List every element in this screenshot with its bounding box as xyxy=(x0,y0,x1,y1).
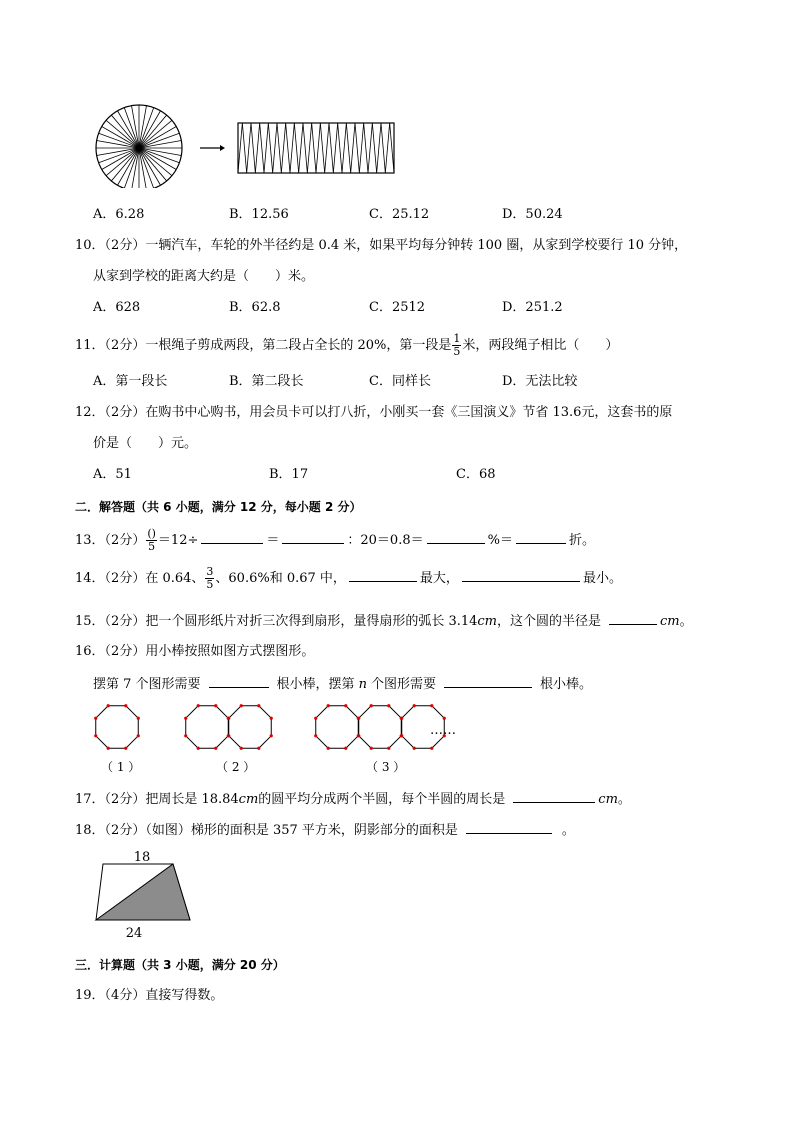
stick-joint-dot xyxy=(327,704,330,707)
stick-joint-dot xyxy=(137,734,140,737)
q10-option-d[interactable]: D．251.2 xyxy=(502,300,563,315)
q16-label-1: （ 1 ） xyxy=(101,760,141,774)
q14-mid: 、60.6%和 0.67 中， xyxy=(215,571,346,586)
q11-stem-before: 11．（2分）一根绳子剪成两段，第二段占全长的 20%，第一段是 xyxy=(75,338,452,353)
q11-frac-num: 1 xyxy=(453,332,461,345)
stick-joint-dot xyxy=(400,717,403,720)
q18-stem xyxy=(75,820,575,840)
stick-joint-dot xyxy=(214,704,217,707)
q13-part5: 折。 xyxy=(568,533,595,548)
q10-option-c[interactable]: C．2512 xyxy=(369,300,426,315)
q9-option-a[interactable]: A．6.28 xyxy=(93,207,145,222)
stick-joint-dot xyxy=(124,747,127,750)
arrow-icon xyxy=(200,145,225,151)
q16-text-c: 个图形需要 xyxy=(370,677,436,692)
stick-joint-dot xyxy=(314,734,317,737)
q12-option-a[interactable]: A．51 xyxy=(93,467,132,482)
stick-joint-dot xyxy=(430,747,433,750)
stick-joint-dot xyxy=(413,747,416,750)
q16-text-d: 根小棒。 xyxy=(539,677,592,692)
q11-option-b[interactable]: B．第二段长 xyxy=(229,374,304,389)
stick-joint-dot xyxy=(357,717,360,720)
q13-frac-den: 5 xyxy=(148,540,156,553)
stick-joint-dot xyxy=(270,717,273,720)
q10-stem-line1: 10．（2分）一辆汽车，车轮的外半径约是 0.4 米，如果平均每分钟转 100 圈，从家到学校要行 10 分钟， xyxy=(75,238,688,253)
stick-joint-dot xyxy=(94,734,97,737)
q16-label-2: （ 2 ） xyxy=(216,760,256,774)
q16-stem-line2 xyxy=(93,674,592,694)
q13-blank-2[interactable] xyxy=(282,530,344,544)
stick-joint-dot xyxy=(184,717,187,720)
stick-joint-dot xyxy=(327,747,330,750)
q12-stem-line2: 价是（ ）元。 xyxy=(93,436,198,451)
q16-n: n xyxy=(358,677,367,692)
stick-joint-dot xyxy=(184,734,187,737)
q18-text: 18．（2分）（如图）梯形的面积是 357 平方米，阴影部分的面积是 xyxy=(75,823,458,838)
q10-option-b[interactable]: B．62.8 xyxy=(229,300,281,315)
octagon-shape xyxy=(359,706,401,748)
q16-octagon-figures xyxy=(90,700,470,758)
stick-joint-dot xyxy=(107,747,110,750)
q17-blank[interactable] xyxy=(513,789,595,803)
q13-frac-num: () xyxy=(147,527,156,540)
circle-sectors-figure xyxy=(96,105,182,188)
q11-option-c[interactable]: C．同样长 xyxy=(369,374,431,389)
q14-stem xyxy=(75,566,622,591)
octagon-shape xyxy=(229,706,271,748)
q12-option-c[interactable]: C．68 xyxy=(456,467,496,482)
stick-joint-dot xyxy=(314,717,317,720)
section-3-heading: 三．计算题（共 3 小题，满分 20 分） xyxy=(75,958,285,972)
stick-joint-dot xyxy=(257,747,260,750)
q15-text-2: ，这个圆的半径是 xyxy=(497,614,602,629)
stick-joint-dot xyxy=(227,734,230,737)
q10-option-a[interactable]: A．628 xyxy=(93,300,141,315)
q11-option-a[interactable]: A．第一段长 xyxy=(93,374,168,389)
q11-stem-after: 米，两段绳子相比（ ） xyxy=(462,338,619,353)
q18-end: 。 xyxy=(561,823,575,838)
q13-prefix: 13．（2分） xyxy=(75,533,146,548)
stick-joint-dot xyxy=(214,747,217,750)
q17-unit-1: cm xyxy=(238,792,259,807)
circle-center xyxy=(136,145,142,151)
stick-joint-dot xyxy=(400,734,403,737)
q9-figure xyxy=(92,104,402,188)
q9-option-c[interactable]: C．25.12 xyxy=(369,207,430,222)
stick-joint-dot xyxy=(413,704,416,707)
q9-option-b[interactable]: B．12.56 xyxy=(229,207,289,222)
q13-part1: ＝12÷ xyxy=(157,533,199,548)
stick-joint-dot xyxy=(430,704,433,707)
stick-joint-dot xyxy=(197,704,200,707)
stick-joint-dot xyxy=(270,734,273,737)
stick-joint-dot xyxy=(257,704,260,707)
q14-blank-2[interactable] xyxy=(462,568,580,582)
q15-blank[interactable] xyxy=(609,611,657,625)
q16-blank-1[interactable] xyxy=(209,674,269,688)
octagon-shape xyxy=(316,706,358,748)
q15-stem xyxy=(75,611,693,631)
octagon-shape xyxy=(96,706,138,748)
stick-joint-dot xyxy=(124,704,127,707)
q17-end: 。 xyxy=(617,792,631,807)
stick-joint-dot xyxy=(387,704,390,707)
stick-joint-dot xyxy=(137,717,140,720)
q11-fraction xyxy=(452,333,461,358)
q11-option-d[interactable]: D．无法比较 xyxy=(502,374,578,389)
q14-blank-1[interactable] xyxy=(349,568,417,582)
q15-unit-2: cm xyxy=(660,614,680,629)
q15-unit-1: cm xyxy=(477,614,498,629)
q11-stem xyxy=(75,333,618,358)
q16-stem-line1: 16．（2分）用小棒按照如图方式摆图形。 xyxy=(75,644,315,659)
stick-joint-dot xyxy=(370,704,373,707)
stick-joint-dot xyxy=(370,747,373,750)
q10-stem-line2: 从家到学校的距离大约是（ ）米。 xyxy=(93,269,315,284)
q15-text: 15．（2分）把一个圆形纸片对折三次得到扇形，量得扇形的弧长 3.14 xyxy=(75,614,478,629)
section-2-heading: 二．解答题（共 6 小题，满分 12 分，每小题 2 分） xyxy=(75,500,362,514)
q14-frac-den: 5 xyxy=(206,578,214,591)
trapezoid-bottom-label: 24 xyxy=(125,926,143,941)
q14-before: 14．（2分）在 0.64、 xyxy=(75,571,205,586)
q13-fraction xyxy=(146,528,157,553)
stick-joint-dot xyxy=(443,717,446,720)
q12-stem-line1: 12．（2分）在购书中心购书，用会员卡可以打八折，小刚买一套《三国演义》节省 13.6元，这套书的原 xyxy=(75,405,673,420)
q16-label-3: （ 3 ） xyxy=(366,760,406,774)
q13-blank-3[interactable] xyxy=(427,530,485,544)
q14-fraction xyxy=(205,566,214,591)
q17-unit-2: cm xyxy=(598,792,618,807)
q14-part3: 最小。 xyxy=(582,571,622,586)
q16-ellipsis: …… xyxy=(430,723,456,738)
q16-text-a: 摆第 7 个图形需要 xyxy=(93,677,201,692)
stick-joint-dot xyxy=(344,704,347,707)
q13-blank-4[interactable] xyxy=(516,530,566,544)
q18-blank[interactable] xyxy=(466,820,552,834)
octagon-shape xyxy=(186,706,228,748)
q13-part2: ＝ xyxy=(266,533,280,548)
stick-joint-dot xyxy=(387,747,390,750)
q16-blank-2[interactable] xyxy=(444,674,532,688)
q11-frac-den: 5 xyxy=(453,345,461,358)
q14-frac-num: 3 xyxy=(206,565,214,578)
stick-joint-dot xyxy=(240,747,243,750)
q16-text-b: 根小棒，摆第 xyxy=(276,677,355,692)
stick-joint-dot xyxy=(227,717,230,720)
q18-trapezoid-figure xyxy=(88,850,198,942)
q12-option-b[interactable]: B．17 xyxy=(269,467,309,482)
stick-joint-dot xyxy=(107,704,110,707)
q19-stem: 19．（4分）直接写得数。 xyxy=(75,988,224,1003)
q13-part4: %＝ xyxy=(487,533,513,548)
q17-stem xyxy=(75,789,631,809)
stick-joint-dot xyxy=(240,704,243,707)
trapezoid-top-label: 18 xyxy=(133,850,151,865)
stick-joint-dot xyxy=(344,747,347,750)
q13-blank-1[interactable] xyxy=(201,530,263,544)
q13-stem xyxy=(75,528,595,553)
stick-joint-dot xyxy=(197,747,200,750)
q15-end: 。 xyxy=(679,614,693,629)
rectangle-outline xyxy=(238,123,394,173)
q14-part2: 最大， xyxy=(419,571,459,586)
stick-joint-dot xyxy=(357,734,360,737)
q9-option-d[interactable]: D．50.24 xyxy=(502,207,563,222)
stick-joint-dot xyxy=(94,717,97,720)
rectangle-triangles-figure xyxy=(238,123,394,173)
q17-text: 17．（2分）把周长是 18.84 xyxy=(75,792,239,807)
q13-part3: ：20＝0.8＝ xyxy=(347,533,424,548)
q17-text-2: 的圆平均分成两个半圆，每个半圆的周长是 xyxy=(258,792,506,807)
